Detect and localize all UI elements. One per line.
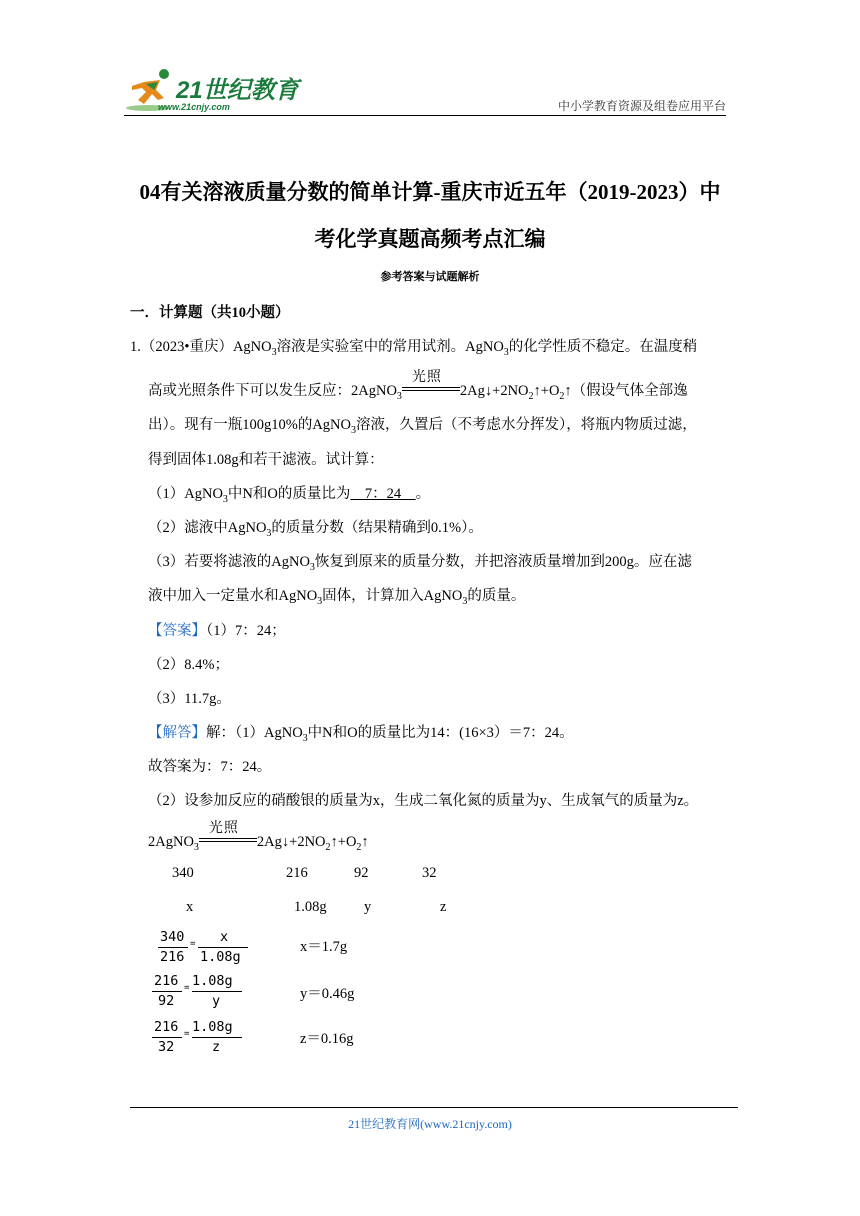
variable: z bbox=[440, 899, 447, 915]
molar-mass: 32 bbox=[422, 865, 437, 881]
solution-line: 【解答】解：（1）AgNO$_3$中N和O的质量比为14：(16×3）＝7：24。 bbox=[148, 725, 574, 744]
molar-mass: 92 bbox=[354, 865, 369, 881]
question-line: 出）。现有一瓶100g10%的AgNO$_3$溶液，久置后（不考虑水分挥发），将瓶内物质过滤， bbox=[148, 417, 697, 436]
question-part-2: （2）滤液中AgNO$_3$的质量分数（结果精确到0.1%）。 bbox=[148, 520, 483, 539]
solution-line: （2）设参加反应的硝酸银的质量为x，生成二氧化氮的质量为y、生成氧气的质量为z。 bbox=[148, 793, 699, 809]
proportion-fraction: 216 92 = 1.08g y bbox=[152, 973, 252, 1013]
result: x＝1.7g bbox=[300, 939, 348, 955]
solution-tag: 【解答】 bbox=[148, 725, 206, 741]
proportion-fraction: 340 216 = x 1.08g bbox=[158, 929, 258, 969]
question-part-1: （1）AgNO$_3$中N和O的质量比为 7：24 。 bbox=[148, 486, 431, 505]
molar-mass: 340 bbox=[172, 865, 194, 881]
variable: 1.08g bbox=[294, 899, 327, 915]
platform-label: 中小学教育资源及组卷应用平台 bbox=[557, 99, 726, 113]
reaction-condition: 光照 bbox=[199, 830, 257, 846]
title-line-1: 04有关溶液质量分数的简单计算-重庆市近五年（2019-2023）中 bbox=[139, 180, 721, 204]
result: y＝0.46g bbox=[300, 986, 355, 1002]
answer-line: （2）8.4%； bbox=[148, 657, 229, 673]
question-part-3: （3）若要将滤液的AgNO$_3$恢复到原来的质量分数，并把溶液质量增加到200g。应在滤 bbox=[148, 554, 692, 573]
footer-link[interactable]: 21世纪教育网(www.21cnjy.com) bbox=[348, 1117, 512, 1131]
question-part-3-cont: 液中加入一定量水和AgNO$_3$固体，计算加入AgNO$_3$的质量。 bbox=[148, 588, 526, 607]
proportion-fraction: 216 32 = 1.08g z bbox=[152, 1019, 252, 1059]
logo bbox=[124, 64, 299, 120]
question-line: 1.（2023•重庆）AgNO$_3$溶液是实验室中的常用试剂。AgNO$_3$的化学性质不稳定。在温度稍 bbox=[130, 339, 698, 358]
answer-line: 【答案】（1）7：24； bbox=[148, 623, 286, 639]
answer-blank: 7：24 bbox=[350, 486, 416, 502]
section-heading: 一．计算题（共10小题） bbox=[130, 305, 290, 321]
question-line: 得到固体1.08g和若干滤液。试计算： bbox=[148, 452, 384, 468]
variable: y bbox=[364, 899, 372, 915]
footer-divider bbox=[130, 1107, 738, 1108]
result: z＝0.16g bbox=[300, 1031, 354, 1047]
answer-tag: 【答案】 bbox=[148, 623, 206, 639]
chemical-equation: 2AgNO$_3$ 光照 $2Ag↓+2NO_2↑+O_2↑$ bbox=[148, 819, 369, 853]
answer-line: （3）11.7g。 bbox=[148, 691, 231, 707]
logo-url: www.21cnjy.com bbox=[158, 102, 230, 112]
variable: x bbox=[186, 899, 194, 915]
header-divider bbox=[124, 115, 726, 116]
logo-text: 21世纪教育 bbox=[176, 77, 299, 104]
solution-line: 故答案为：7：24。 bbox=[148, 759, 272, 775]
reaction-condition: 光照 bbox=[402, 379, 460, 395]
subtitle: 参考答案与试题解析 bbox=[380, 271, 480, 283]
molar-mass: 216 bbox=[286, 865, 308, 881]
title-line-2: 考化学真题高频考点汇编 bbox=[314, 227, 546, 251]
question-line: 高或光照条件下可以发生反应：2AgNO$_3$ 光照 $2Ag↓+2NO_2↑+O_2↑$（假设气体全部逸 bbox=[148, 368, 688, 402]
